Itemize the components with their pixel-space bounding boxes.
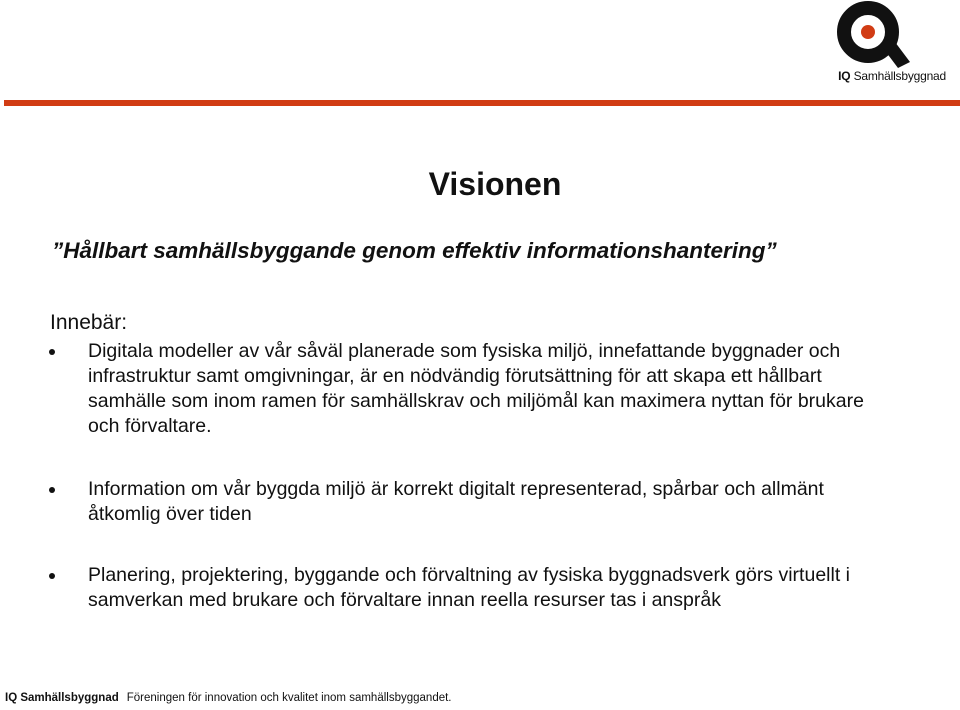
bullet-dot-icon — [49, 487, 55, 493]
bullet-text: Information om vår byggda miljö är korrekt digitalt representerad, spårbar och allmänt åtkomlig över tiden — [88, 478, 824, 525]
footer-org: IQ Samhällsbyggnad — [5, 692, 119, 704]
footer-tagline: Föreningen för innovation och kvalitet inom samhällsbyggandet. — [126, 692, 452, 704]
bullet-text: Planering, projektering, byggande och förvaltning av fysiska byggnadsverk görs virtuellt i samverkan med brukare och förvaltare innan reella resurser tas i anspråk — [88, 564, 850, 611]
bullet-text: Digitala modeller av vår såväl planerade som fysiska miljö, innefattande byggnader och infrastruktur samt omgivningar, är en nödvändig förutsättning för att skapa ett hållbart samhälle som inom ramen för samhällskrav och miljömål kan maximera nyttan för brukare och förvaltare. — [88, 340, 864, 437]
intro-label: Innebär: — [50, 311, 128, 334]
iq-logo — [814, 0, 946, 92]
bullet-dot-icon — [49, 573, 55, 579]
bullet-item — [0, 339, 900, 439]
bullet-item — [0, 477, 900, 527]
logo-wordmark — [838, 69, 946, 83]
slide-title: Visionen — [428, 166, 562, 202]
header-divider — [4, 100, 960, 106]
logo-name: Samhällsbyggnad — [853, 69, 946, 83]
footer — [5, 692, 452, 704]
slide-subtitle: ”Hållbart samhällsbyggande genom effektiv informationshantering” — [52, 238, 777, 263]
logo-prefix: IQ — [838, 69, 851, 83]
bullet-dot-icon — [49, 349, 55, 355]
bullet-item — [0, 563, 900, 613]
iq-magnifier-logo-icon — [836, 0, 912, 68]
